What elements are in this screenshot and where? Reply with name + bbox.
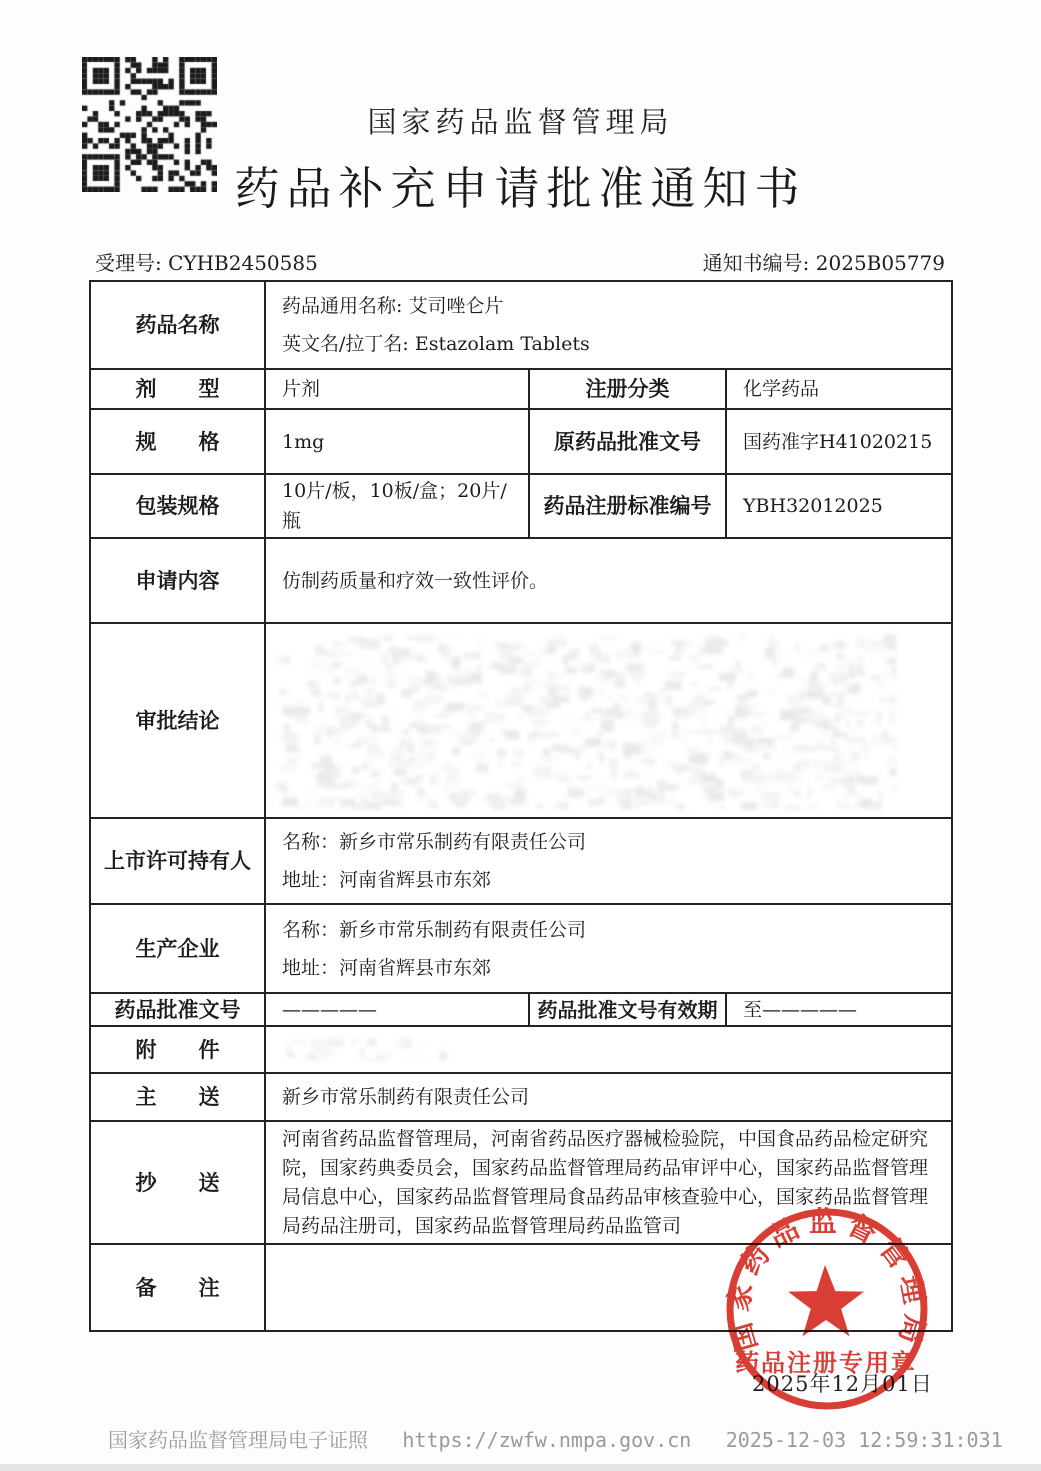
holder-value (266, 819, 951, 905)
reg-class-label: 注册分类 (530, 370, 727, 410)
package-value: 10片/板，10板/盒；20片/瓶 (266, 475, 530, 539)
dosage-form-label: 剂 型 (91, 370, 266, 410)
remark-label: 备 注 (91, 1245, 266, 1330)
main-send-value: 新乡市常乐制药有限责任公司 (266, 1074, 951, 1122)
acceptance-label: 受理号: (95, 251, 162, 275)
drug-english-name: 英文名/拉丁名: Estazolam Tablets (282, 333, 590, 355)
orig-approval-value: 国药准字H41020215 (727, 410, 951, 475)
drug-generic-name: 药品通用名称: 艾司唑仑片 (282, 295, 504, 317)
meta-row (95, 247, 945, 276)
acceptance-value: CYHB2450585 (168, 251, 318, 275)
notice-label: 通知书编号: (702, 251, 810, 275)
reg-standard-label: 药品注册标准编号 (530, 475, 727, 539)
notice-value: 2025B05779 (815, 251, 945, 275)
drug-name-value (266, 282, 951, 370)
cc-label: 抄 送 (91, 1122, 266, 1245)
spec-label: 规 格 (91, 410, 266, 475)
official-seal (721, 1202, 933, 1414)
validity-label: 药品批准文号有效期 (530, 994, 727, 1027)
reg-class-value: 化学药品 (727, 370, 951, 410)
seal-caption: 药品注册专用章 (735, 1349, 917, 1377)
page-bottom-strip (0, 1464, 1041, 1471)
drug-name-label: 药品名称 (91, 282, 266, 370)
orig-approval-label: 原药品批准文号 (530, 410, 727, 475)
main-send-label: 主 送 (91, 1074, 266, 1122)
org-name: 国家药品监督管理局 (367, 105, 674, 139)
holder-label: 上市许可持有人 (91, 819, 266, 905)
attachment-label: 附 件 (91, 1027, 266, 1074)
package-label: 包装规格 (91, 475, 266, 539)
reg-standard-value: YBH32012025 (727, 475, 951, 539)
star-icon (788, 1265, 864, 1336)
acceptance-number (95, 247, 318, 276)
dosage-form-value: 片剂 (266, 370, 530, 410)
approval-table (89, 280, 953, 1332)
application-label: 申请内容 (91, 539, 266, 624)
footer-label: 国家药品监督管理局电子证照 (108, 1428, 368, 1452)
footer-timestamp: 2025-12-03 12:59:31:031 (725, 1428, 1003, 1452)
manufacturer-address: 地址：河南省辉县市东郊 (282, 956, 492, 979)
manufacturer-name: 名称：新乡市常乐制药有限责任公司 (282, 918, 587, 941)
conclusion-label: 审批结论 (91, 624, 266, 819)
conclusion-value-redacted (266, 624, 951, 819)
manufacturer-label: 生产企业 (91, 905, 266, 994)
holder-address: 地址：河南省辉县市东郊 (282, 869, 492, 891)
approval-no-label: 药品批准文号 (91, 994, 266, 1027)
approval-no-value: ————— (266, 994, 530, 1027)
application-value: 仿制药质量和疗效一致性评价。 (266, 539, 951, 624)
manufacturer-value (266, 905, 951, 994)
cc-value: 河南省药品监督管理局，河南省药品医疗器械检验院，中国食品药品检定研究院，国家药典委员会，国家药品监督管理局药品审评中心，国家药品监督管理局信息中心，国家药品监督管理局食品药品审核查验中心，国家药品监督管理局药品注册司，国家药品监督管理局药品监管司 (266, 1122, 951, 1245)
footer-url: https://zwfw.nmpa.gov.cn (402, 1428, 692, 1452)
notice-number (703, 247, 945, 276)
footer (108, 1424, 1031, 1453)
seal-ring-text: 国家药品监督管理局 (721, 1205, 933, 1356)
holder-name: 名称：新乡市常乐制药有限责任公司 (282, 831, 587, 853)
seal-date: 2025年12月01日 (752, 1372, 933, 1396)
validity-value: 至————— (727, 994, 951, 1027)
attachment-value-redacted (266, 1027, 951, 1074)
page-title: 药品补充申请批准通知书 (234, 162, 807, 215)
spec-value: 1mg (266, 410, 530, 475)
